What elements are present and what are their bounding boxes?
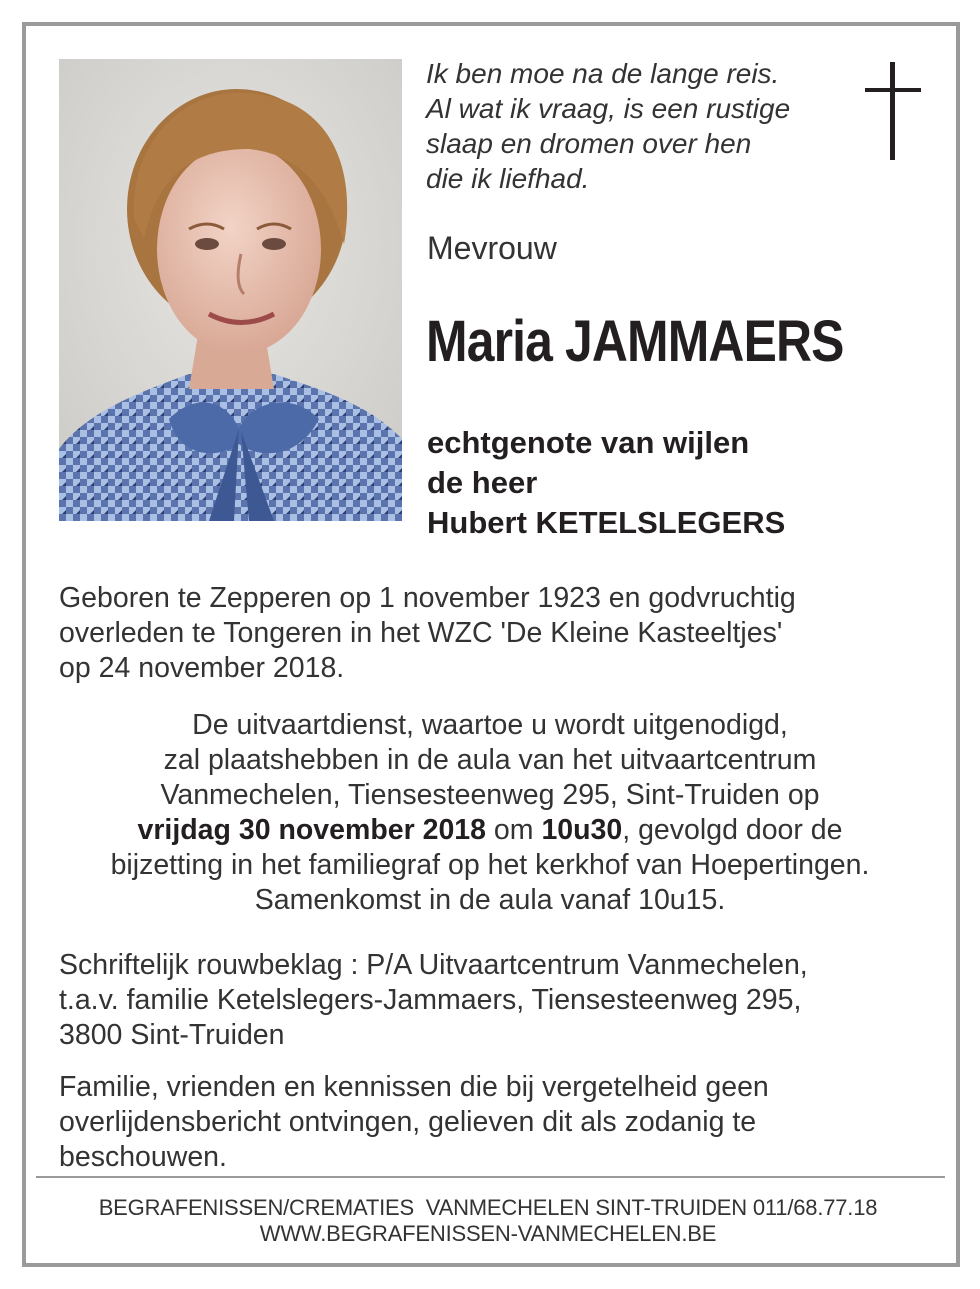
funeral-paragraph: [40, 708, 940, 918]
paragraph-line: De uitvaartdienst, waartoe u wordt uitgenodigd,: [192, 709, 788, 741]
honorific: Mevrouw: [427, 230, 557, 266]
paragraph-line: [40, 813, 940, 848]
paragraph-line: Samenkomst in de aula vanaf 10u15.: [254, 884, 726, 916]
cross-icon: [862, 62, 924, 167]
portrait-photo: [59, 59, 402, 521]
spouse-info: [427, 423, 785, 543]
spouse-line: Hubert KETELSLEGERS: [427, 505, 786, 540]
paragraph-line: Geboren te Zepperen op 1 november 1923 en godvruchtig: [59, 582, 796, 614]
funeral-line-rest: , gevolgd door de: [622, 814, 843, 846]
funeral-date: vrijdag 30 november 2018: [137, 814, 486, 846]
paragraph-line: Schriftelijk rouwbeklag : P/A Uitvaartcentrum Vanmechelen,: [59, 949, 808, 981]
footer-website: WWW.BEGRAFENISSEN-VANMECHELEN.BE: [259, 1221, 717, 1246]
paragraph-line: bijzetting in het familiegraf op het kerkhof van Hoepertingen.: [110, 849, 870, 881]
deceased-name: Maria JAMMAERS: [426, 309, 844, 374]
paragraph-line: op 24 november 2018.: [59, 652, 345, 684]
paragraph-line: 3800 Sint-Truiden: [59, 1019, 285, 1051]
paragraph-line: zal plaatshebben in de aula van het uitvaartcentrum: [163, 744, 817, 776]
paragraph-line: overlijdensbericht ontvingen, gelieven dit als zodanig te: [59, 1106, 757, 1138]
funeral-home-footer: [30, 1195, 946, 1247]
poem-line: die ik liefhad.: [426, 163, 590, 194]
funeral-om: om: [486, 814, 542, 846]
spouse-line: echtgenote van wijlen: [427, 425, 750, 460]
paragraph-line: Vanmechelen, Tiensesteenweg 295, Sint-Truiden op: [160, 779, 820, 811]
footer-divider: [36, 1176, 945, 1178]
condolences-paragraph: [59, 948, 929, 1053]
poem-line: slaap en dromen over hen: [426, 128, 752, 159]
notice-paragraph: [59, 1070, 929, 1175]
paragraph-line: Familie, vrienden en kennissen die bij vergetelheid geen: [59, 1071, 769, 1103]
poem-line: Ik ben moe na de lange reis.: [426, 58, 780, 89]
paragraph-line: beschouwen.: [59, 1141, 227, 1173]
paragraph-line: t.a.v. familie Ketelslegers-Jammaers, Tiensesteenweg 295,: [59, 984, 802, 1016]
birth-death-paragraph: [59, 581, 929, 686]
footer-line: BEGRAFENISSEN/CREMATIES VANMECHELEN SINT-TRUIDEN 011/68.77.18: [98, 1195, 878, 1220]
paragraph-line: overleden te Tongeren in het WZC 'De Kleine Kasteeltjes': [59, 617, 783, 649]
funeral-time: 10u30: [541, 814, 623, 846]
poem: [426, 56, 846, 196]
poem-line: Al wat ik vraag, is een rustige: [426, 93, 791, 124]
spouse-line: de heer: [427, 465, 538, 500]
